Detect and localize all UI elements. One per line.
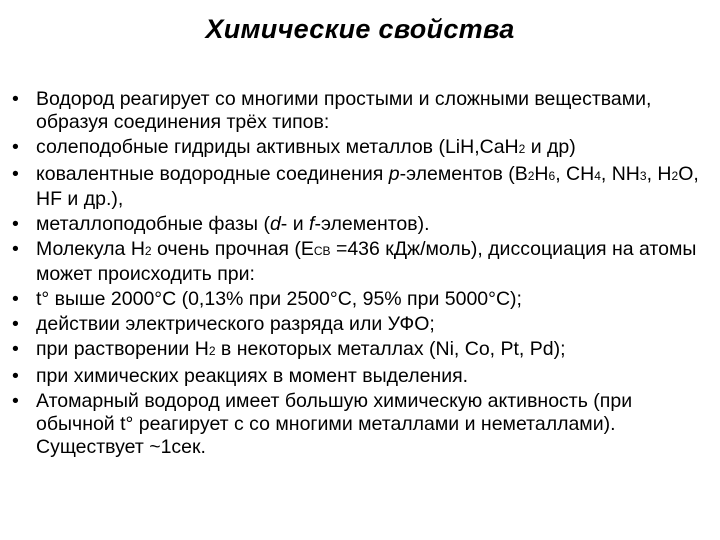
- text-run: Молекула H: [36, 238, 145, 260]
- bullet-list: [12, 88, 712, 461]
- subscript: 4: [594, 169, 601, 183]
- text-run: ковалентные водородные соединения: [36, 163, 389, 185]
- slide-title: Химические свойства: [205, 14, 515, 44]
- text-run: солеподобные гидриды активных металлов (LiH,CaH: [36, 136, 519, 158]
- subscript: 3: [639, 169, 647, 183]
- subscript: 2: [144, 244, 152, 258]
- bullet-item: [12, 213, 712, 236]
- bullet-item: [12, 163, 712, 211]
- text-run: очень прочная (E: [151, 238, 314, 260]
- text-run: , H: [646, 163, 672, 185]
- text-run: в некоторых металлах (Ni, Co, Pt, Pd);: [215, 338, 566, 360]
- bullet-item: [12, 313, 712, 336]
- bullet-text: при химических реакциях в момент выделения.: [36, 365, 469, 387]
- bullet-item: [12, 88, 712, 134]
- bullet-text: действии электрического разряда или УФО;: [36, 313, 435, 335]
- subscript: СВ: [313, 244, 331, 258]
- italic-symbol: f: [309, 213, 315, 235]
- bullet-text: t° выше 2000°С (0,13% при 2500°С, 95% при 5000°С);: [36, 288, 522, 310]
- bullet-item: [12, 390, 712, 459]
- bullet-dot-icon: •: [12, 288, 19, 310]
- italic-symbol: d: [269, 213, 281, 235]
- text-run: металлоподобные фазы (: [36, 213, 270, 235]
- bullet-text: [36, 338, 566, 360]
- text-run: -элементов (B: [399, 163, 528, 185]
- bullet-dot-icon: •: [12, 88, 19, 110]
- bullet-text: [36, 238, 696, 285]
- subscript: 6: [548, 169, 556, 183]
- bullet-dot-icon: •: [12, 213, 19, 235]
- bullet-text: [36, 136, 576, 158]
- bullet-dot-icon: •: [12, 365, 19, 387]
- bullet-item: [12, 238, 712, 286]
- text-run: и др): [525, 136, 576, 158]
- text-run: =436 кДж/моль), диссоциация на атомы может происходить при:: [36, 238, 697, 285]
- subscript: 2: [208, 344, 216, 358]
- italic-symbol: p: [388, 163, 400, 185]
- bullet-dot-icon: •: [12, 136, 19, 158]
- text-run: , NH: [600, 163, 640, 185]
- bullet-text: [36, 163, 699, 210]
- bullet-dot-icon: •: [12, 390, 19, 412]
- subscript: 2: [527, 169, 535, 183]
- bullet-item: [12, 288, 712, 311]
- subscript: 2: [671, 169, 679, 183]
- bullet-text: Атомарный водород имеет большую химическую активность (при обычной t° реагирует с со многими металлами и неметаллами). Существует ~1сек.: [36, 390, 633, 458]
- text-run: при растворении H: [36, 338, 209, 360]
- bullet-dot-icon: •: [12, 338, 19, 360]
- bullet-item: [12, 136, 712, 161]
- bullet-item: [12, 365, 712, 388]
- text-run: , CH: [555, 163, 595, 185]
- bullet-dot-icon: •: [12, 163, 19, 185]
- bullet-dot-icon: •: [12, 238, 19, 260]
- subscript: 2: [518, 142, 526, 156]
- text-run: - и: [280, 213, 310, 235]
- text-run: O, HF и др.),: [36, 163, 699, 210]
- bullet-item: [12, 338, 712, 363]
- text-run: -элементов).: [314, 213, 430, 235]
- bullet-text: [36, 213, 430, 235]
- text-run: H: [534, 163, 549, 185]
- bullet-dot-icon: •: [12, 313, 19, 335]
- bullet-text: Водород реагирует со многими простыми и сложными веществами, образуя соединения трёх типов:: [36, 88, 652, 133]
